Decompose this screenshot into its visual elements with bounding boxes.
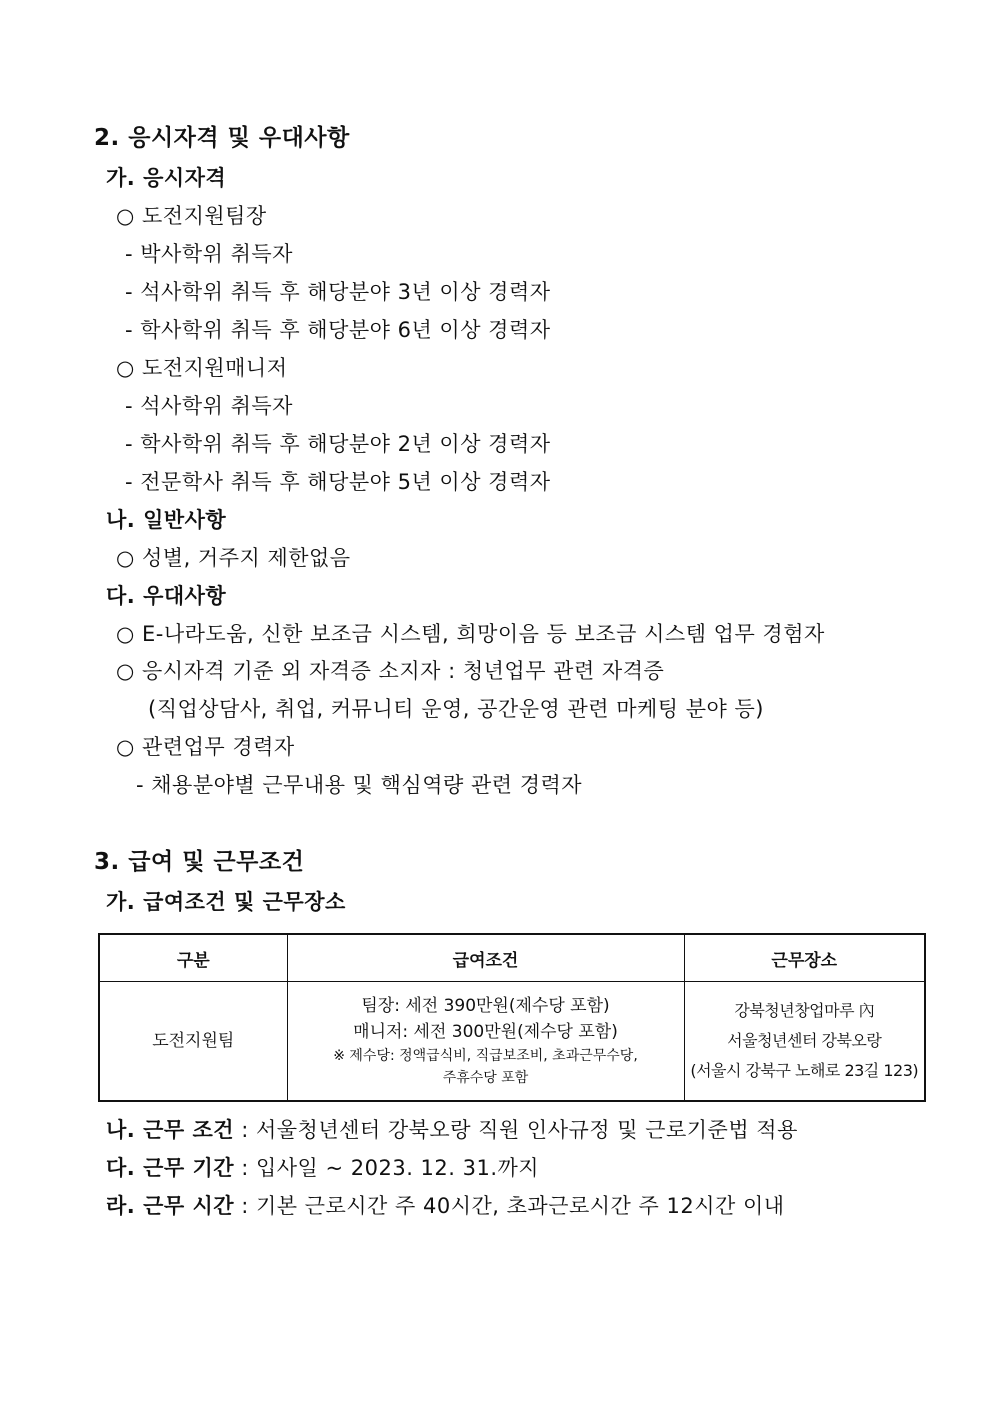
work-hours-line (106, 1192, 785, 1220)
work-period-text: : 입사일 ~ 2023. 12. 31.까지 (234, 1156, 540, 1180)
work-condition-label: 나. 근무 조건 (106, 1118, 235, 1142)
salary-note-line: ※ 제수당: 정액급식비, 직급보조비, 초과근무수당, (333, 1048, 638, 1064)
work-condition-text: : 서울청년센터 강북오랑 직원 인사규정 및 근로기준법 적용 (234, 1118, 798, 1142)
preference-item-detail: - 채용분야별 근무내용 및 핵심역량 관련 경력자 (136, 773, 583, 797)
header-category: 구분 (99, 934, 287, 982)
teamlead-item: - 석사학위 취득 후 해당분야 3년 이상 경력자 (125, 280, 551, 304)
table-row (99, 982, 925, 1102)
preference-item: ○ E-나라도움, 신한 보조금 시스템, 희망이음 등 보조금 시스템 업무 경험자 (116, 622, 825, 646)
table-header-row (99, 934, 925, 982)
work-condition-line (106, 1116, 798, 1144)
place-line: 서울청년센터 강북오랑 (727, 1031, 882, 1050)
subsection-ga-title: 가. 응시자격 (106, 166, 227, 190)
manager-item: - 학사학위 취득 후 해당분야 2년 이상 경력자 (125, 432, 551, 456)
cell-category: 도전지원팀 (99, 982, 287, 1102)
cell-salary (287, 982, 684, 1102)
teamlead-item: - 학사학위 취득 후 해당분야 6년 이상 경력자 (125, 318, 551, 342)
section-2-title: 2. 응시자격 및 우대사항 (94, 125, 350, 151)
preference-item-detail: (직업상담사, 취업, 커뮤니티 운영, 공간운영 관련 마케팅 분야 등) (148, 697, 764, 721)
salary-manager: 매니저: 세전 300만원(제수당 포함) (353, 1022, 618, 1042)
salary-note-line: 주휴수당 포함 (442, 1070, 529, 1086)
manager-item: - 전문학사 취득 후 해당분야 5년 이상 경력자 (125, 470, 551, 494)
work-period-label: 다. 근무 기간 (106, 1156, 235, 1180)
subsection-da-title: 다. 우대사항 (106, 584, 227, 608)
place-line: 강북청년창업마루 內 (734, 1001, 875, 1020)
preference-item: ○ 응시자격 기준 외 자격증 소지자 : 청년업무 관련 자격증 (116, 659, 665, 683)
place-line: (서울시 강북구 노해로 23길 123) (690, 1061, 919, 1080)
general-item: ○ 성별, 거주지 제한없음 (116, 546, 351, 570)
work-hours-label: 라. 근무 시간 (106, 1194, 235, 1218)
work-period-line (106, 1154, 539, 1182)
header-salary: 급여조건 (287, 934, 684, 982)
cell-place (684, 982, 925, 1102)
teamlead-heading: ○ 도전지원팀장 (116, 204, 267, 228)
subsection-na-title: 나. 일반사항 (106, 508, 227, 532)
teamlead-item: - 박사학위 취득자 (125, 242, 293, 266)
salary-table (98, 933, 926, 1102)
work-hours-text: : 기본 근로시간 주 40시간, 초과근로시간 주 12시간 이내 (234, 1194, 785, 1218)
salary-lead: 팀장: 세전 390만원(제수당 포함) (361, 996, 610, 1016)
header-place: 근무장소 (684, 934, 925, 982)
manager-item: - 석사학위 취득자 (125, 394, 293, 418)
section-3-title: 3. 급여 및 근무조건 (94, 849, 305, 875)
manager-heading: ○ 도전지원매니저 (116, 356, 288, 380)
subsection-salary-title: 가. 급여조건 및 근무장소 (106, 890, 346, 914)
preference-item: ○ 관련업무 경력자 (116, 735, 295, 759)
